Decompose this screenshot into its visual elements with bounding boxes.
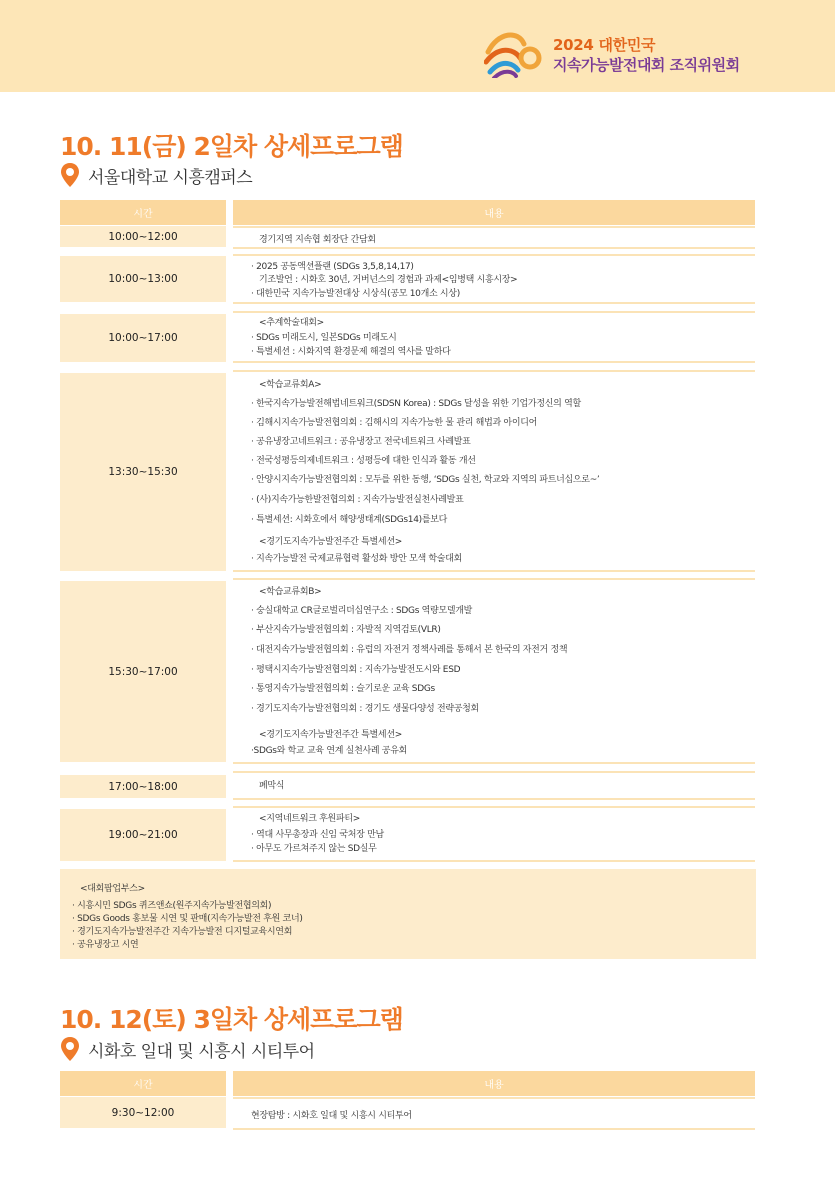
day3-col-time: 시간: [60, 1071, 226, 1096]
day2-row6-time: 17:00~18:00: [60, 775, 226, 798]
day2-row1-time: 10:00~12:00: [60, 226, 226, 247]
day2-row3-content: [233, 311, 755, 363]
day3-col-content: 내용: [233, 1071, 755, 1096]
row-line: · 역대 사무총장과 신임 국처장 만남: [251, 830, 384, 840]
day2-col-content: 내용: [233, 200, 755, 225]
day2-row4-content: [233, 370, 755, 572]
row-line: · 공유냉장고네트워크 : 공유냉장고 전국네트워크 사례발표: [251, 437, 471, 447]
header-banner: [0, 0, 835, 92]
day3-row1-time: 9:30~12:00: [60, 1097, 226, 1128]
row-line: · 특별세션: 시화호에서 해양생태계(SDGs14)를보다: [251, 515, 448, 525]
row-line: · (사)지속가능한발전협의회 : 지속가능발전실천사례발표: [251, 495, 464, 505]
day2-venue: [60, 162, 252, 188]
row-line: · SDGs 미래도시, 일본SDGs 미래도시: [251, 333, 397, 343]
location-pin-icon: [60, 1036, 80, 1062]
day3-row1-content: [233, 1097, 755, 1130]
row-line: ·SDGs와 학교 교육 연계 실천사례 공유회: [251, 746, 407, 756]
day2-row2-content: [233, 254, 755, 304]
row-line: 폐막식: [259, 781, 285, 791]
day2-row2-time: 10:00~13:00: [60, 256, 226, 302]
row-line: · 특별세션 : 시화지역 환경문제 해결의 역사를 말하다: [251, 347, 451, 357]
row-line: · 평택시지속가능발전협의회 : 지속가능발전도시와 ESD: [251, 665, 461, 675]
row-line: · 아무도 가르쳐주지 않는 SD실무: [251, 844, 377, 854]
booth-line: · 경기도지속가능발전주간 지속가능발전 디지털교육시연회: [72, 927, 293, 937]
booth-title: <대회팝업부스>: [80, 884, 145, 894]
row-line: · 전국성평등의제네트워크 : 성평등에 대한 인식과 활동 개선: [251, 456, 476, 466]
booth-line: · 시흥시민 SDGs 퀴즈앤쇼(원주지속가능발전협의회): [72, 901, 272, 911]
booth-line: · SDGs Goods 홍보물 시연 및 판매(지속가능발전 후원 코너): [72, 914, 303, 924]
row-line: · 지속가능발전 국제교류협력 활성화 방안 모색 학술대회: [251, 554, 462, 564]
day2-row1-content: [233, 226, 755, 249]
row-line: 기조발언 : 시화호 30년, 거버넌스의 경험과 과제<임병택 시흥시장>: [259, 275, 518, 285]
day2-row7-time: 19:00~21:00: [60, 809, 226, 861]
day3-venue-text: 시화호 일대 및 시흥시 시티투어: [88, 1041, 315, 1062]
row-line: · 김해시지속가능발전협의회 : 김해시의 지속가능한 물 관리 해법과 아이디어: [251, 418, 537, 428]
day2-row6-content: [233, 771, 755, 800]
row-line: · 통영지속가능발전협의회 : 슬기로운 교육 SDGs: [251, 684, 435, 694]
day2-col-time: 시간: [60, 200, 226, 225]
popup-booth-box: [60, 869, 756, 959]
row-line: · 한국지속가능발전해법네트워크(SDSN Korea) : SDGs 달성을 위한 기업가정신의 역할: [251, 399, 581, 409]
day2-row5-time: 15:30~17:00: [60, 581, 226, 762]
row-line: · 숭실대학교 CR글로벌리더십연구소 : SDGs 역량모델개발: [251, 606, 473, 616]
row-line: <경기도지속가능발전주간 특별세션>: [259, 730, 402, 740]
row-line: · 2025 공동액션플랜 (SDGs 3,5,8,14,17): [251, 262, 414, 272]
booth-line: · 공유냉장고 시연: [72, 940, 139, 950]
day2-row4-time: 13:30~15:30: [60, 373, 226, 571]
row-line: 경기지역 지속협 회장단 간담회: [259, 235, 376, 245]
org-name-line1: 2024 대한민국: [553, 36, 656, 54]
row-line: <학습교류회B>: [259, 587, 322, 597]
row-line: · 대한민국 지속가능발전대상 시상식(공모 10개소 시상): [251, 289, 460, 299]
row-line: 현장탐방 : 시화호 일대 및 시흥시 시티투어: [251, 1111, 412, 1121]
conference-logo-icon: [484, 24, 542, 78]
day2-title: 10. 11(금) 2일차 상세프로그램: [60, 132, 403, 161]
row-line: · 안양시지속가능발전협의회 : 모두를 위한 동행, ‘SDGs 실천, 학교와 지역의 파트너십으로~’: [251, 475, 600, 485]
row-line: <학습교류회A>: [259, 380, 322, 390]
org-name-line2: 지속가능발전대회 조직위원회: [553, 56, 740, 74]
row-line: <경기도지속가능발전주간 특별세션>: [259, 537, 402, 547]
row-line: · 부산지속가능발전협의회 : 자발적 지역검토(VLR): [251, 625, 441, 635]
day2-row3-time: 10:00~17:00: [60, 314, 226, 362]
row-line: <추계학술대회>: [259, 318, 324, 328]
day3-venue: [60, 1036, 315, 1062]
row-line: · 경기도지속가능발전협의회 : 경기도 생물다양성 전략공청회: [251, 704, 479, 714]
day2-row5-content: [233, 578, 755, 764]
day3-title: 10. 12(토) 3일차 상세프로그램: [60, 1005, 403, 1034]
day2-venue-text: 서울대학교 시흥캠퍼스: [88, 167, 253, 188]
row-line: · 대전지속가능발전협의회 : 유럽의 자전거 정책사례를 통해서 본 한국의 자전거 정책: [251, 645, 568, 655]
row-line: <지역네트워크 후원파티>: [259, 814, 360, 824]
day2-row7-content: [233, 806, 755, 862]
location-pin-icon: [60, 162, 80, 188]
